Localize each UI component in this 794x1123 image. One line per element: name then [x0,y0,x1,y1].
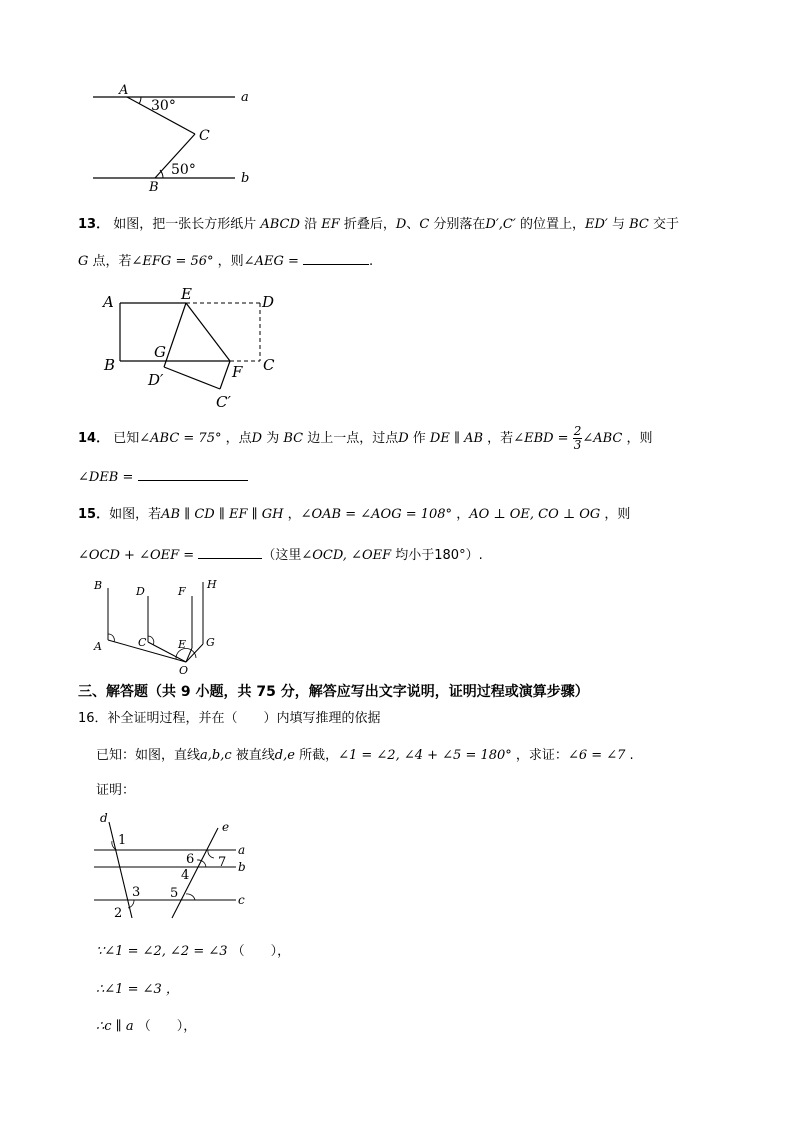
q16-math: ∠1 = ∠2, ∠4 + ∠5 = 180° [338,748,512,763]
angle-5-label: 5 [170,886,179,901]
angle-7-label: 7 [218,855,227,870]
q15-text: 如图，若 [109,507,162,522]
q16-reason-blank[interactable]: （ ）， [137,1019,197,1034]
q14-answer-blank[interactable] [138,468,248,481]
q13-math: ∠AEG = [243,254,299,269]
q16-step3 [96,1015,196,1034]
q13-text: 、 [406,217,420,232]
q15-text: 180° [434,548,466,563]
q16-math: ∵∠1 = ∠2, ∠2 = ∠3 [96,944,228,959]
figure-three-lines-two-transversals [88,808,258,924]
label-F: F [178,585,186,598]
label-C: C [263,356,275,374]
q15-math: ∠OCD, ∠OEF [301,548,392,563]
q13-text: 折叠后， [339,217,396,232]
angle-4-label: 4 [181,868,190,883]
q14-math: D [398,431,409,446]
q15-text: ）. [465,548,483,563]
q16-proof-label: 证明： [96,783,136,798]
q14-math: BC [283,431,304,446]
segment-D-prime-C-prime [164,367,220,389]
label-B: B [149,180,159,195]
q14-text: 为 [262,431,284,446]
q15-text: （这里 [262,548,302,563]
q13-line1 [78,213,679,232]
q15-line1 [78,503,630,522]
q14-math: DE ∥ AB [429,431,484,446]
section-3-heading: 三、解答题（共 9 小题，共 75 分，解答应写出文字说明，证明过程或演算步骤） [78,684,589,700]
q15-line2 [78,544,483,563]
q13-text: . [369,254,374,269]
label-G: G [154,343,166,361]
q13-text: 交于 [648,217,679,232]
label-c: c [238,893,245,907]
q14-math: ∠ABC [582,431,623,446]
q14-line2 [78,468,248,485]
q13-text: 如图，把一张长方形纸片 [113,217,261,232]
q15-text: ， [452,507,470,522]
label-line-b: b [241,171,250,186]
q16-math: a,b,c [200,748,232,763]
label-B: B [94,579,103,592]
q14-math: ∠DEB = [78,470,134,485]
q15-math: ∠OCD + ∠OEF = [78,548,195,563]
label-F: F [232,363,243,381]
q15-math: ∠OAB = ∠AOG = 108° [300,507,453,522]
label-G: G [206,636,215,649]
q14-line1 [78,424,653,454]
angle-6-label: 6 [186,852,195,867]
q16-text: . [625,748,634,763]
segment-EF [186,303,230,361]
q14-text: 边上一点，过点 [303,431,399,446]
q13-line2 [78,250,373,269]
label-H: H [207,578,217,591]
q16-text: 所截， [294,748,339,763]
label-C: C [138,636,147,649]
q15-answer-blank[interactable] [198,546,262,559]
q14-text: 已知 [113,431,140,446]
angle-2-label: 2 [114,906,123,921]
q13-number: 13． [78,217,110,232]
figure-parallel-lines-angles [85,80,265,195]
q14-number: 14． [78,431,110,446]
q13-text: 分别落在 [429,217,486,232]
label-C-prime: C′ [216,393,231,411]
q13-text: 沿 [299,217,322,232]
q13-answer-blank[interactable] [303,252,369,265]
label-D-prime: D′ [148,371,164,389]
angle-arc-5 [186,894,195,900]
label-A: A [119,83,129,98]
label-b: b [238,860,246,874]
label-d: d [100,811,108,825]
figure-folded-rectangle [98,283,288,413]
label-A: A [103,293,114,311]
angle-1-label: 1 [118,833,127,848]
q14-math: ∠EBD = [513,431,569,446]
label-B: B [104,356,116,374]
angle-3-label: 3 [132,885,141,900]
segment-C-prime-F [220,361,230,389]
segment-AO [108,640,186,662]
q16-math: ∴∠1 = ∠3 ， [96,982,179,997]
q13-math: C [419,217,430,232]
q13-math: ∠EFG = 56° [131,254,214,269]
segment-ED-prime [164,303,186,367]
q16-known [96,744,634,763]
q14-math: ∠ABC = 75° [139,431,222,446]
q14-math: D [251,431,263,446]
q16-math: d,e [274,748,295,763]
q15-text: ， [283,507,301,522]
q16-text: 被直线 [231,748,275,763]
label-O: O [179,664,189,677]
q15-math: AB ∥ CD ∥ EF ∥ GH [161,507,284,522]
line-e [172,828,218,918]
angle-50-label: 50° [171,162,196,178]
q16-text: ，求证： [511,748,568,763]
q16-reason-blank[interactable]: （ ）， [231,944,291,959]
figure-four-parallel-rays [88,574,228,678]
q13-math: D [395,217,407,232]
q13-math: G [78,254,89,269]
q13-text: ，则 [213,254,244,269]
label-D: D [136,585,145,598]
label-E: E [181,285,192,303]
angle-arc-7 [208,850,214,858]
label-E: E [178,638,187,651]
angle-arc-B [160,170,163,178]
q14-text: ，若 [483,431,514,446]
label-e: e [222,820,230,834]
q14-text: ，点 [221,431,252,446]
q13-text: 点，若 [88,254,132,269]
q13-math: BC [629,217,649,232]
q16-text: 已知：如图，直线 [96,748,201,763]
q13-text: 的位置上， [515,217,585,232]
q16-intro: 16．补全证明过程，并在（ ）内填写推理的依据 [78,711,381,726]
q13-math: D′,C′ [485,217,516,232]
label-a: a [238,843,246,857]
q15-text: ，则 [600,507,631,522]
q14-text: ，则 [622,431,653,446]
q15-text: 均小于 [391,548,435,563]
q15-number: 15． [78,507,110,522]
angle-arc-A [139,97,141,104]
q16-step1 [96,940,290,959]
q13-math: ABCD [260,217,300,232]
q16-math: ∴c ∥ a [96,1019,134,1034]
fraction-numerator: 2 [573,424,582,438]
q15-math: AO ⊥ OE, CO ⊥ OG [469,507,601,522]
label-D: D [262,293,275,311]
q14-fraction [573,425,583,452]
label-line-a: a [241,90,249,105]
fraction-denominator: 3 [573,438,582,452]
q13-math: EF [321,217,340,232]
q13-text: 与 [607,217,630,232]
q14-text: 作 [408,431,430,446]
label-A: A [94,640,102,653]
label-C: C [199,128,210,144]
q13-math: ED′ [584,217,608,232]
q16-math: ∠6 = ∠7 [567,748,626,763]
angle-30-label: 30° [151,98,176,114]
q16-step2 [96,978,179,997]
